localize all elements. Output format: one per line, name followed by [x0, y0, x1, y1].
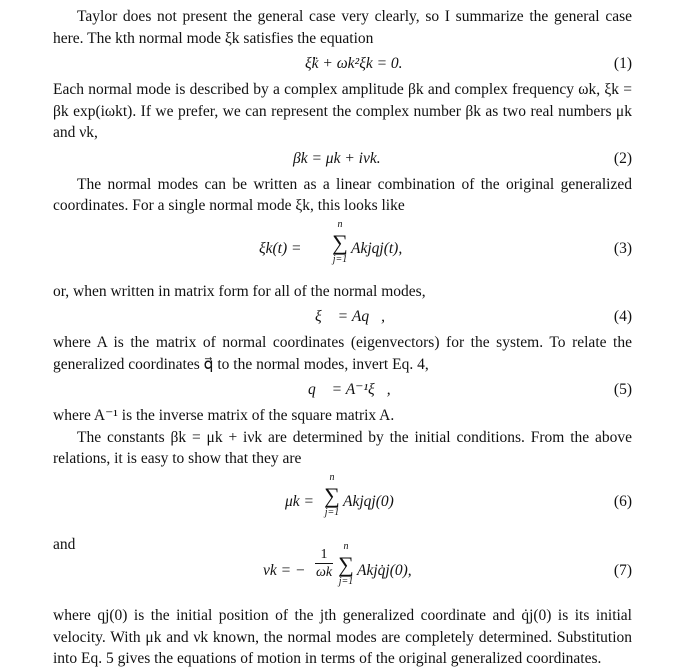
- sum-lower-limit: j=1: [338, 576, 354, 587]
- equation-2-number: (2): [613, 149, 632, 167]
- equation-5: [53, 379, 632, 401]
- sum-lower-limit: j=1: [332, 253, 348, 265]
- conjunction-and: and: [53, 535, 76, 553]
- sum-upper-limit: n: [329, 471, 335, 483]
- equation-1-body: ξ̈k + ωk²ξk = 0.: [305, 55, 403, 72]
- paragraph-intro: Taylor does not present the general case very clearly, so I summarize the general case here. The kth normal mode ξk satisfies the equation: [53, 8, 632, 47]
- equation-1: [53, 53, 632, 75]
- equation-3-number: (3): [613, 239, 632, 257]
- equation-7-number: (7): [613, 562, 632, 579]
- equation-5-number: (5): [613, 381, 632, 398]
- equation-6-number: (6): [613, 492, 632, 510]
- equation-3-rhs: Akjqj(t),: [351, 239, 403, 257]
- document-page: [53, 0, 632, 670]
- paragraph-normal-mode: Each normal mode is described by a complex amplitude βk and complex frequency ωk, ξk = βk exp(iωkt). If we prefer, we can represent the complex number βk as two real numbers μk and νk,: [53, 81, 632, 141]
- sum-lower-limit: j=1: [324, 506, 340, 518]
- equation-6-rhs: Akjqj(0): [343, 492, 394, 510]
- fraction-numerator: 1: [315, 547, 333, 564]
- equation-3-lhs: ξk(t) =: [259, 239, 302, 257]
- equation-7: νk = − $\frac{1}{\omega k}$ n ∑ j=1 Akjq̇j(0), (7): [263, 541, 632, 587]
- paragraph-inverse-matrix: where A⁻¹ is the inverse matrix of the square matrix A.: [53, 407, 395, 424]
- paragraph-linear-combination: The normal modes can be written as a linear combination of the original generalized coordinates. For a single normal mode ξk, this looks like: [53, 175, 632, 214]
- equation-4: [53, 306, 632, 328]
- sum-upper-limit: n: [343, 541, 349, 552]
- equation-6: μk = n ∑ j=1 Akjqj(0) (6): [285, 471, 632, 518]
- sum-upper-limit: n: [337, 218, 343, 230]
- equation-2-body: βk = μk + iνk.: [293, 149, 381, 167]
- paragraph-matrix-description: where A is the matrix of normal coordinates (eigenvectors) for the system. To relate the generalized coordinates q⃗ to the normal modes, invert Eq. 4,: [53, 334, 632, 373]
- fraction: [315, 547, 333, 582]
- equation-1-number: (1): [613, 55, 632, 72]
- equation-7-rhs: Akjq̇j(0),: [357, 562, 412, 579]
- paragraph-constants: The constants βk = μk + iνk are determined by the initial conditions. From the above relations, it is easy to show that they are: [53, 428, 632, 467]
- equation-2: [53, 148, 632, 170]
- paragraph-conclusion: where qj(0) is the initial position of the jth generalized coordinate and q̇j(0) is its initial velocity. With μk and νk known, the normal modes are completely determined. Substitution into Eq. 5 gives the equations of motion in terms of the original generalized coordinates.: [53, 607, 632, 667]
- equation-4-number: (4): [613, 308, 632, 325]
- equation-7-lhs: νk = −: [263, 562, 306, 579]
- equation-3: ξk(t) = n ∑ j=1 Akjqj(t), (3): [259, 218, 632, 265]
- paragraph-matrix-form: or, when written in matrix form for all of the normal modes,: [53, 282, 426, 300]
- equation-5-body: q⃗ = A⁻¹ξ⃗,: [308, 381, 391, 398]
- equation-6-lhs: μk =: [285, 492, 314, 510]
- fraction-denominator: ωk: [315, 565, 333, 580]
- equation-4-body: ξ⃗ = Aq⃗,: [315, 308, 386, 325]
